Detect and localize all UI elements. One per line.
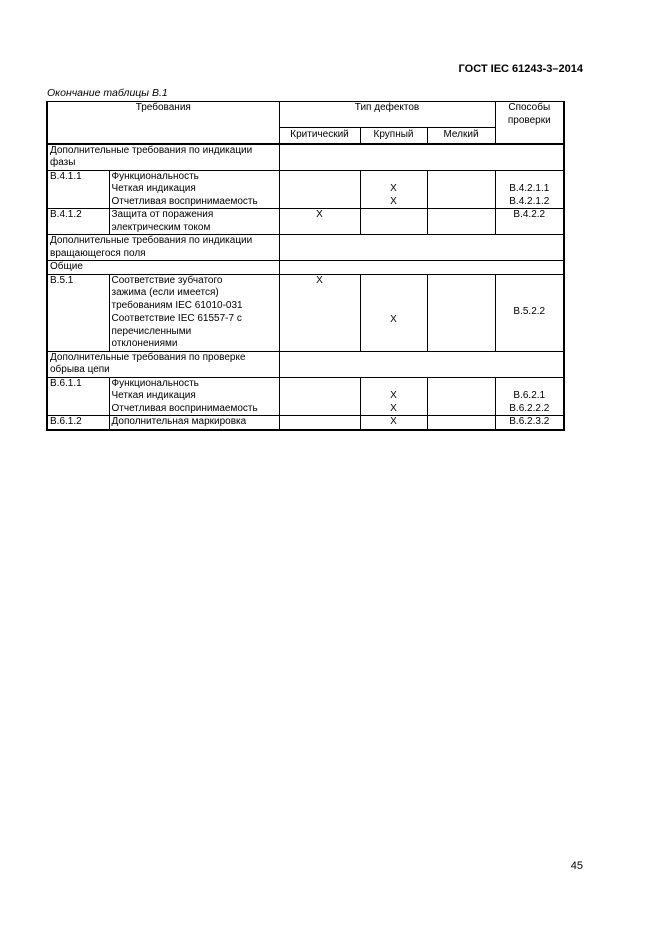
table-caption: Окончание таблицы В.1	[47, 87, 168, 99]
critical-cell: Х	[279, 209, 360, 235]
header-critical: Критический	[279, 128, 360, 144]
major-cell: Х Х	[360, 170, 427, 209]
req-text: Дополнительная маркировка	[109, 416, 279, 430]
table-row	[47, 209, 564, 235]
req-number: В.4.1.2	[47, 209, 109, 235]
req-text: Функциональность Четкая индикация Отчетливая воспринимаемость	[109, 170, 279, 209]
req-number: В.6.1.1	[47, 377, 109, 416]
section-phase-indication	[47, 144, 564, 171]
method-cell: В.6.2.3.2	[495, 416, 564, 430]
section-title: Дополнительные требования по индикации фазы	[47, 144, 279, 171]
method-cell: В.4.2.2	[495, 209, 564, 235]
table-row	[47, 170, 564, 209]
req-number: В.5.1	[47, 274, 109, 351]
header-methods: Способы проверки	[495, 102, 564, 144]
section-title: Дополнительные требования по индикации вращающегося поля	[47, 235, 279, 261]
req-number: В.6.1.2	[47, 416, 109, 430]
critical-cell	[279, 170, 360, 209]
header-major: Крупный	[360, 128, 427, 144]
minor-cell	[427, 377, 495, 416]
req-text: Функциональность Четкая индикация Отчетливая воспринимаемость	[109, 377, 279, 416]
minor-cell	[427, 209, 495, 235]
section-general	[47, 261, 564, 275]
method-cell: В.6.2.1 В.6.2.2.2	[495, 377, 564, 416]
req-number: В.4.1.1	[47, 170, 109, 209]
critical-cell	[279, 416, 360, 430]
section-title: Дополнительные требования по проверке обрыва цепи	[47, 351, 279, 377]
table-row	[47, 377, 564, 416]
minor-cell	[427, 274, 495, 351]
critical-cell: Х	[279, 274, 360, 351]
major-cell: Х	[360, 416, 427, 430]
req-text: Защита от поражения электрическим током	[109, 209, 279, 235]
header-defect-type: Тип дефектов	[279, 102, 495, 128]
major-cell: Х	[360, 274, 427, 351]
req-text: Соответствие зубчатого зажима (если имеется) требованиям IEC 61010-031 Соответствие IEC 61557-7 с перечисленными отклонениями	[109, 274, 279, 351]
section-title: Общие	[47, 261, 279, 275]
page-number: 45	[570, 860, 583, 872]
critical-cell	[279, 377, 360, 416]
requirements-table	[46, 101, 565, 431]
method-cell: В.5.2.2	[495, 274, 564, 351]
table-row	[47, 416, 564, 430]
section-rotating-field	[47, 235, 564, 261]
minor-cell	[427, 416, 495, 430]
table-header-row	[47, 102, 564, 128]
document-id: ГОСТ IEC 61243-3–2014	[458, 63, 583, 75]
table-row	[47, 274, 564, 351]
minor-cell	[427, 170, 495, 209]
method-cell: В.4.2.1.1 В.4.2.1.2	[495, 170, 564, 209]
major-cell	[360, 209, 427, 235]
header-requirements: Требования	[47, 102, 279, 144]
header-minor: Мелкий	[427, 128, 495, 144]
major-cell: Х Х	[360, 377, 427, 416]
section-open-circuit	[47, 351, 564, 377]
